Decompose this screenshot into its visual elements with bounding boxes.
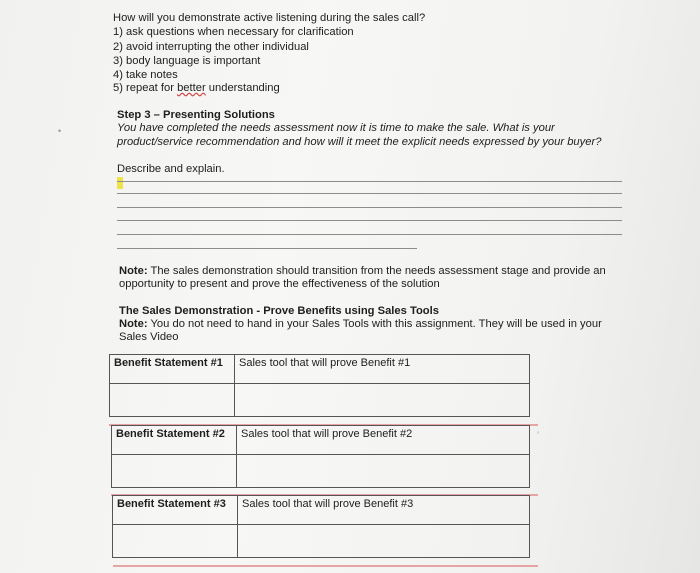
note-paragraph: Note: The sales demonstration should transition from the needs assessment stage and provide an <box>119 265 606 277</box>
list-item: 4) take notes <box>113 69 178 81</box>
demo-note: Note: You do not need to hand in your Sales Tools with this assignment. They will be used in your <box>119 318 602 330</box>
list-item: 1) ask questions when necessary for clarification <box>113 26 354 38</box>
benefit-answer-cell[interactable] <box>112 455 237 488</box>
step3-line-2: product/service recommendation and how will it meet the explicit needs expressed by your buyer? <box>117 136 602 148</box>
demo-heading: The Sales Demonstration - Prove Benefits using Sales Tools <box>119 305 439 317</box>
answer-line[interactable] <box>117 207 622 208</box>
tool-answer-cell[interactable] <box>238 525 530 558</box>
step3-line-1: You have completed the needs assessment now it is time to make the sale. What is your <box>117 122 555 134</box>
spellcheck-word: better <box>177 82 206 94</box>
answer-line[interactable] <box>117 193 622 194</box>
benefit-table-1 <box>109 354 530 417</box>
benefit-answer-cell[interactable] <box>110 384 235 417</box>
margin-mark-icon: ’ <box>537 430 539 440</box>
benefit-table-2 <box>111 425 530 488</box>
benefit-answer-cell[interactable] <box>113 525 238 558</box>
margin-mark-icon: • <box>58 126 62 136</box>
benefit-table-3 <box>112 495 530 558</box>
answer-line[interactable] <box>117 234 622 235</box>
describe-label: Describe and explain. <box>117 163 225 175</box>
sales-tool-cell: Sales tool that will prove Benefit #3 <box>238 496 530 525</box>
benefit-statement-cell: Benefit Statement #1 <box>110 355 235 384</box>
answer-line[interactable] <box>117 248 417 249</box>
question-prompt: How will you demonstrate active listening during the sales call? <box>113 12 426 24</box>
note-line-2: opportunity to present and prove the effectiveness of the solution <box>119 278 440 290</box>
list-item: 3) body language is important <box>113 55 261 67</box>
tool-answer-cell[interactable] <box>237 455 530 488</box>
step3-heading: Step 3 – Presenting Solutions <box>117 109 275 121</box>
answer-line[interactable] <box>117 181 622 182</box>
divider <box>113 565 538 567</box>
sales-tool-cell: Sales tool that will prove Benefit #1 <box>235 355 530 384</box>
tool-answer-cell[interactable] <box>235 384 530 417</box>
benefit-statement-cell: Benefit Statement #2 <box>112 426 237 455</box>
demo-note-line-2: Sales Video <box>119 331 179 343</box>
list-item: 2) avoid interrupting the other individual <box>113 41 309 53</box>
sales-tool-cell: Sales tool that will prove Benefit #2 <box>237 426 530 455</box>
answer-line[interactable] <box>117 220 622 221</box>
text-cursor <box>117 177 123 189</box>
list-item: 5) repeat for better understanding <box>113 82 280 94</box>
benefit-statement-cell: Benefit Statement #3 <box>113 496 238 525</box>
